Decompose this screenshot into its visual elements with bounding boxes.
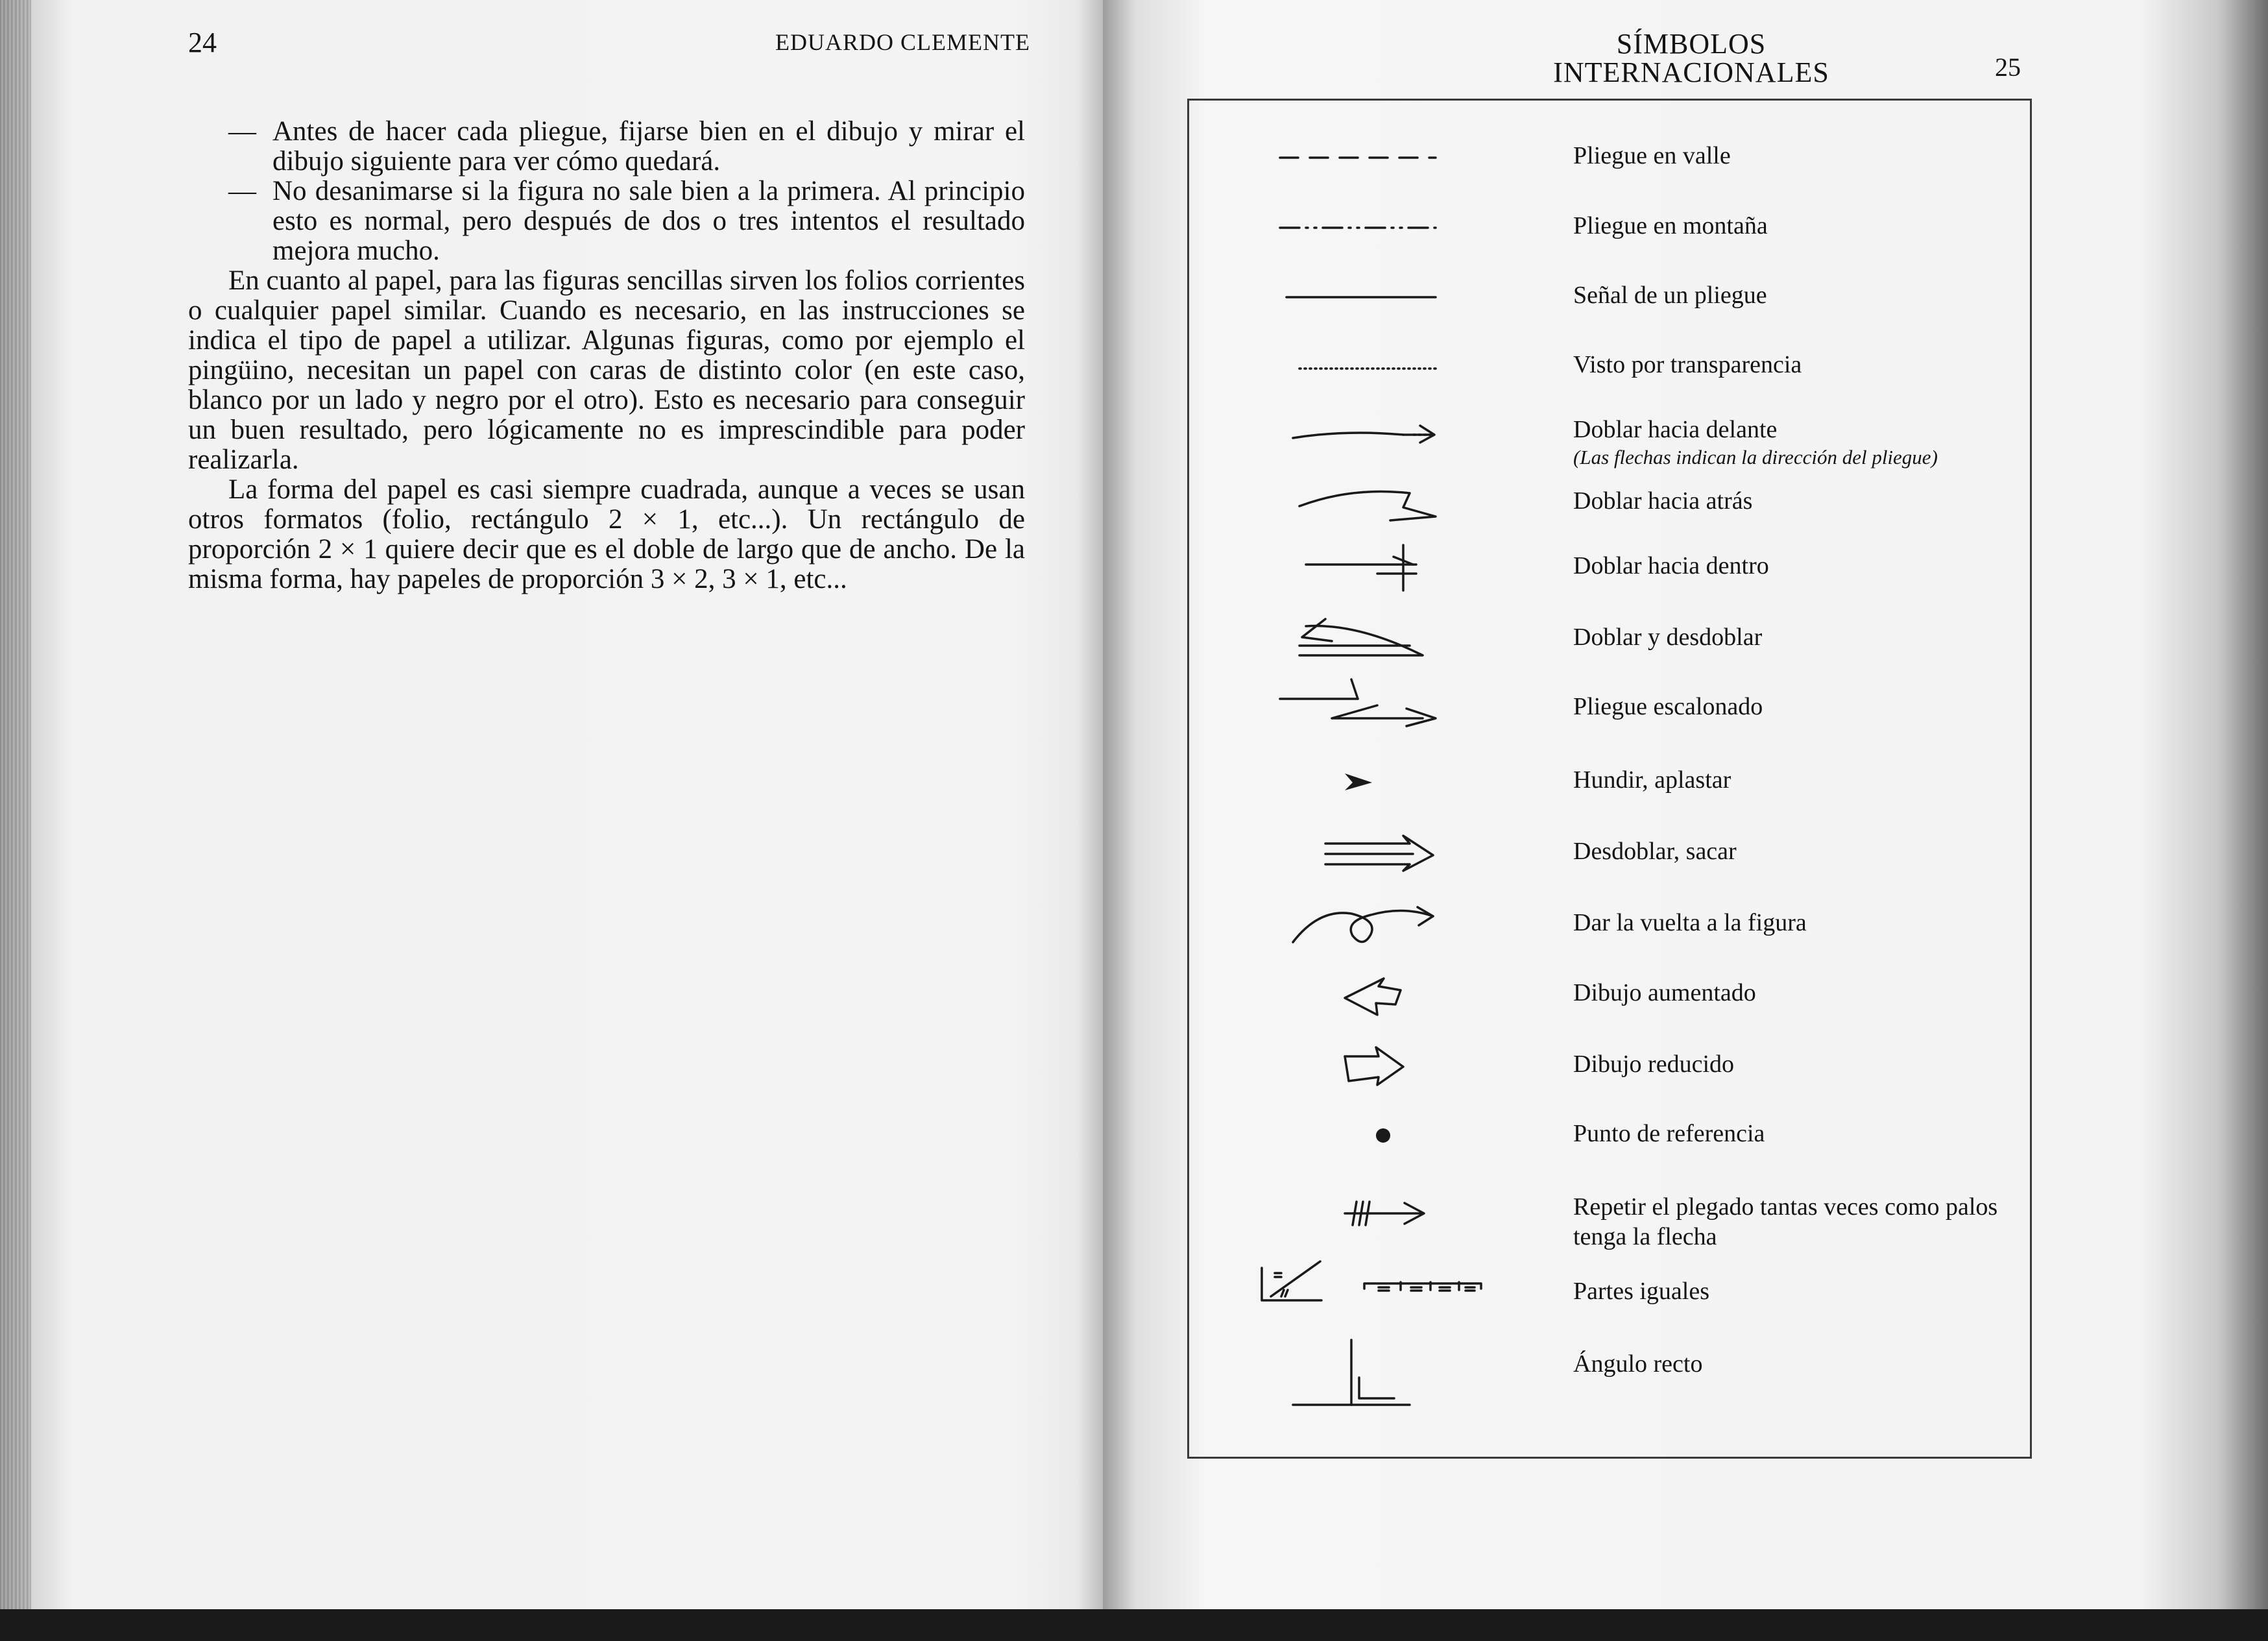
- symbol-label: Partes iguales: [1573, 1278, 1710, 1305]
- left-body-text: [188, 117, 1025, 594]
- symbol-label: Doblar y desdoblar: [1573, 624, 1763, 651]
- turn-over-arrow-icon: [1280, 902, 1436, 947]
- symbol-label: Hundir, aplastar: [1573, 766, 1731, 794]
- fold-unfold-arrow-icon: [1280, 616, 1436, 662]
- equal-parts-icon: [1212, 1270, 1459, 1316]
- left-page: [0, 0, 1103, 1609]
- symbol-label: Visto por transparencia: [1573, 351, 1802, 378]
- running-head-author: EDUARDO CLEMENTE: [775, 29, 1030, 55]
- fold-in-front-arrow-icon: [1280, 409, 1436, 454]
- mountain-fold-icon: [1280, 205, 1436, 250]
- symbol-label: Dibujo reducido: [1573, 1051, 1735, 1078]
- tip-item: [188, 117, 1025, 176]
- page-edge-shadow: [0, 0, 31, 1609]
- paper-paragraph: En cuanto al papel, para las figuras sencillas sirven los folios corrientes o cualquier papel similar. Cuando es necesario, en las instrucciones se indica el tipo de papel a utilizar. Algunas figuras, como por ejemplo el pingüino, necesitan un papel con caras de distinto color (en este caso, blanco por un lado y negro por el otro). Esto es necesario para conseguir un buen resultado, pero lógicamente no es imprescindible para poder realizarla.: [188, 265, 1025, 475]
- symbols-table: [1187, 99, 2032, 1459]
- crease-line-icon: [1280, 274, 1436, 320]
- tip-text: No desanimarse si la figura no sale bien a la primera. Al principio esto es normal, pero después de dos o tres intentos el resultado mejora mucho.: [272, 176, 1025, 266]
- pleat-arrow-icon: [1280, 686, 1436, 731]
- sink-arrow-icon: [1280, 759, 1436, 805]
- symbol-label: Doblar hacia delante: [1573, 416, 1778, 443]
- tip-text: Antes de hacer cada pliegue, fijarse bien en el dibujo y mirar el dibujo siguiente para ver cómo quedará.: [272, 116, 1025, 176]
- reduce-arrow-icon: [1280, 1043, 1436, 1089]
- repeat-arrow-icon: [1280, 1189, 1436, 1234]
- unfold-hollow-arrow-icon: [1280, 831, 1436, 876]
- left-page-number: 24: [188, 27, 217, 58]
- symbol-label: Doblar hacia dentro: [1573, 552, 1769, 579]
- symbol-note: (Las flechas indican la dirección del pliegue): [1573, 446, 1938, 468]
- symbol-label: Señal de un pliegue: [1573, 282, 1767, 309]
- symbol-label: Punto de referencia: [1573, 1120, 1765, 1147]
- tip-item: [188, 176, 1025, 266]
- symbol-label: Pliegue en montaña: [1573, 212, 1768, 239]
- dash-mark: —: [228, 116, 256, 147]
- fold-inside-arrow-icon: [1280, 545, 1436, 590]
- symbol-label: Repetir el plegado tantas veces como palos tenga la flecha: [1573, 1193, 1998, 1250]
- fold-behind-arrow-icon: [1280, 480, 1436, 526]
- symbol-label: Desdoblar, sacar: [1573, 838, 1737, 865]
- valley-fold-icon: [1280, 135, 1436, 180]
- x-ray-line-icon: [1280, 344, 1436, 389]
- shape-paragraph: La forma del papel es casi siempre cuadrada, aunque a veces se usan otros formatos (folio, rectángulo 2 × 1, etc...). Un rectángulo de proporción 2 × 1 quiere decir que es el doble de largo que de ancho. De la misma forma, hay papeles de proporción 3 × 2, 3 × 1, etc...: [188, 474, 1025, 594]
- right-page-number: 25: [1995, 53, 2021, 82]
- page-title-line2: INTERNACIONALES: [1553, 56, 1829, 88]
- symbol-label: Pliegue en valle: [1573, 142, 1731, 169]
- symbol-label: Ángulo recto: [1573, 1350, 1703, 1378]
- scan-bottom-shadow: [0, 1609, 2268, 1641]
- right-angle-icon: [1280, 1327, 1436, 1398]
- page-title-line1: SÍMBOLOS: [1616, 28, 1767, 60]
- symbol-label: Dar la vuelta a la figura: [1573, 909, 1807, 936]
- enlarge-arrow-icon: [1280, 972, 1436, 1017]
- symbol-label: Doblar hacia atrás: [1573, 487, 1753, 515]
- dash-mark: —: [228, 176, 256, 206]
- symbol-label: Pliegue escalonado: [1573, 693, 1763, 720]
- symbol-label: Dibujo aumentado: [1573, 979, 1756, 1006]
- reference-dot-icon: [1280, 1113, 1436, 1158]
